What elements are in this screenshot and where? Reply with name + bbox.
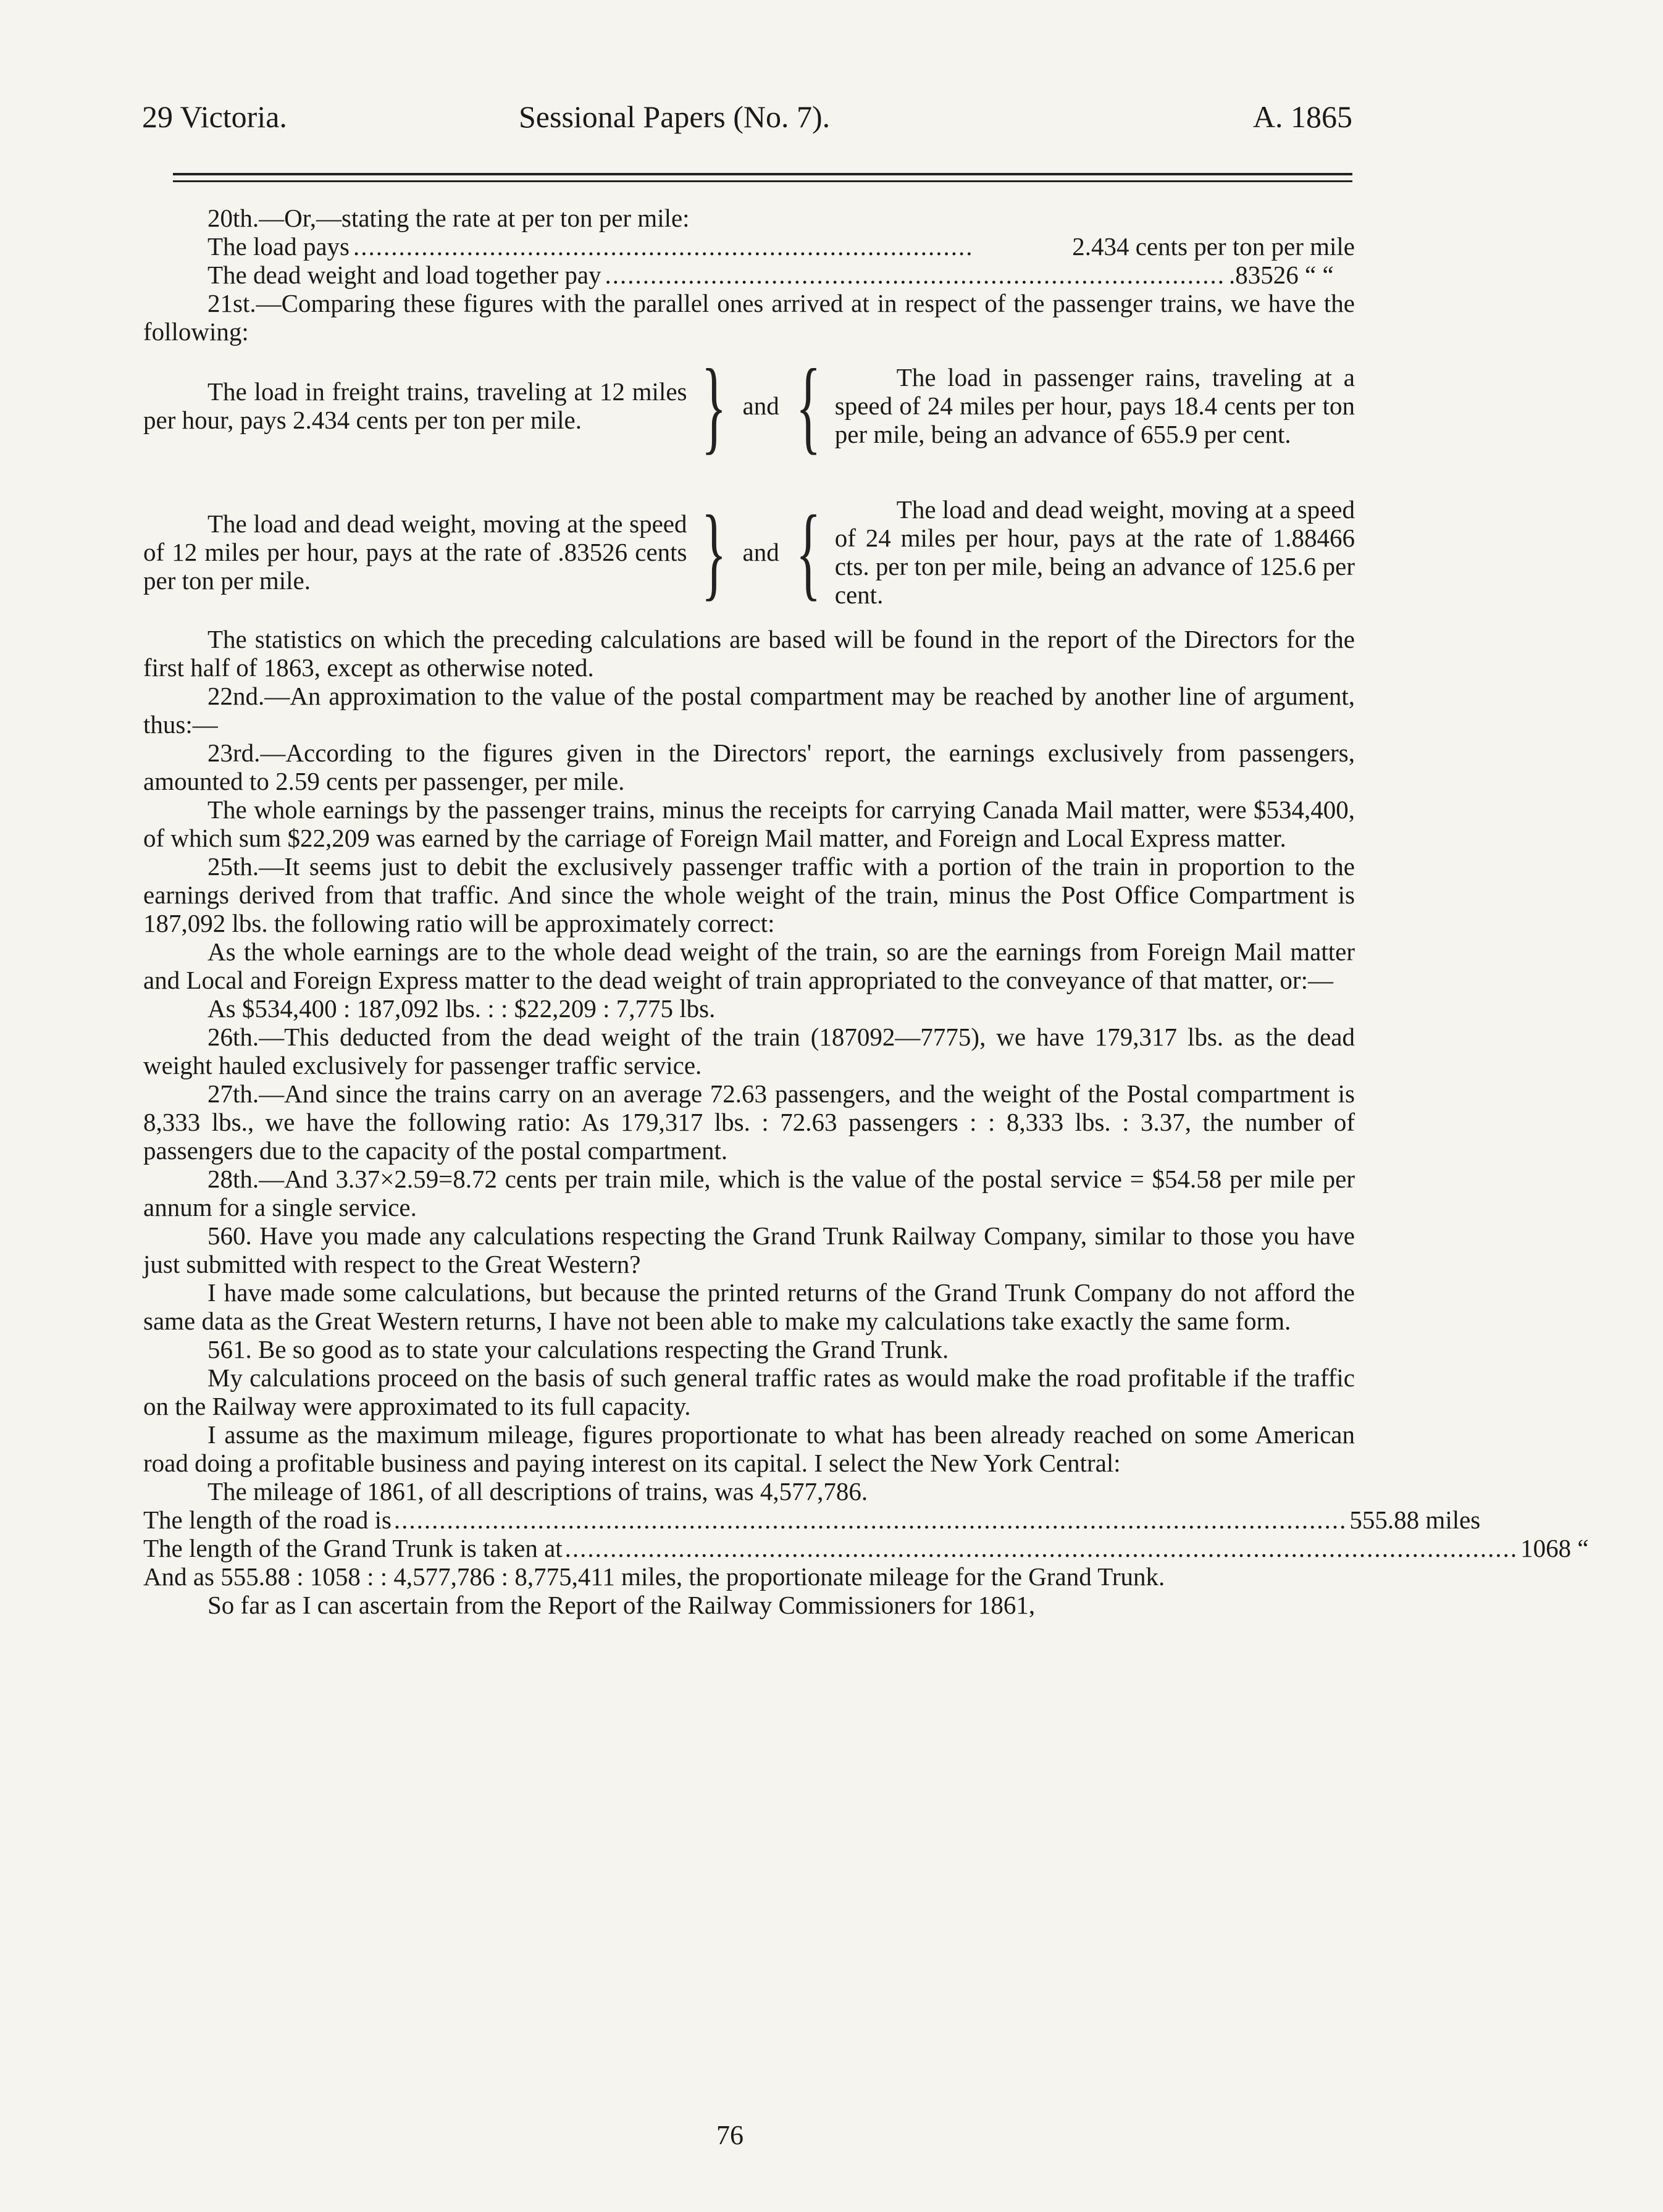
leader-line-dead-weight — [143, 261, 1355, 289]
paragraph-23rd: 23rd.—According to the figures given in the Directors' report, the earnings exclusively from passengers, amounted to 2.59 cents per passenger, per mile. — [143, 739, 1355, 795]
paragraph-20th: 20th.—Or,—stating the rate at per ton per mile: — [207, 204, 690, 232]
leader-dots: .............................................................................................................................. — [564, 1534, 1518, 1562]
paragraph-ratio-formula: As $534,400 : 187,092 lbs. : : $22,209 : 7,775 lbs. — [207, 994, 716, 1023]
leader-line-grand-trunk-length — [143, 1534, 1589, 1562]
comparison-1-and: and — [742, 392, 779, 420]
page-body — [143, 204, 1589, 1619]
paragraph-26th: 26th.—This deducted from the dead weight of the train (187092—7775), we have 179,317 lbs. as the dead weight hauled exclusively for passenger traffic service. — [143, 1023, 1355, 1079]
answer-561-part-2: I assume as the maximum mileage, figures proportionate to what has been already reached on some American road doing a profitable business and paying interest on its capital. I select the New York Central: — [143, 1420, 1355, 1477]
load-pays-value: 2.434 cents per ton per mile — [1072, 232, 1355, 261]
leader-dots: .............................................................................................................................. — [393, 1506, 1347, 1534]
paragraph-21st: 21st.—Comparing these figures with the parallel ones arrived at in respect of the passenger trains, we have the following: — [143, 289, 1355, 346]
leader-line-road-length — [143, 1506, 1481, 1534]
comparison-1-left: The load in freight trains, traveling at 12 miles per hour, pays 2.434 cents per ton per mile. — [143, 377, 687, 434]
comparison-block-1 — [143, 348, 1355, 464]
answer-561-part-1: My calculations proceed on the basis of such general traffic rates as would make the road profitable if the traffic on the Railway were approximated to its full capacity. — [143, 1364, 1355, 1420]
paragraph-22nd: 22nd.—An approximation to the value of the postal compartment may be reached by another line of argument, thus:— — [143, 682, 1355, 739]
comparison-block-2 — [143, 495, 1355, 609]
grand-trunk-length-label: The length of the Grand Trunk is taken at — [143, 1534, 563, 1562]
left-brace-icon: { — [795, 348, 821, 464]
paragraph-28th: 28th.—And 3.37×2.59=8.72 cents per train mile, which is the value of the postal service = $54.58 per mile per annum for a single service. — [143, 1165, 1355, 1221]
header-rule-top — [173, 173, 1352, 175]
dead-weight-label: The dead weight and load together pay — [207, 261, 601, 289]
header-session: 29 Victoria. — [142, 99, 287, 134]
road-length-value: 555.88 miles — [1349, 1506, 1481, 1534]
paragraph-25th: 25th.—It seems just to debit the exclusively passenger traffic with a portion of the train in proportion to the earnings derived from that traffic. And since the whole weight of the train, minus the Post Office Compartment is 187,092 lbs. the following ratio will be approximately correct: — [143, 852, 1355, 937]
paragraph-ratio-statement: As the whole earnings are to the whole dead weight of the train, so are the earnings from Foreign Mail matter and Local and Foreign Express matter to the dead weight of train appropriated to the conveyance of that matter, or:— — [143, 937, 1355, 994]
header-rule-bottom — [173, 180, 1352, 182]
paragraph-statistics: The statistics on which the preceding calculations are based will be found in the report of the Directors for the first half of 1863, except as otherwise noted. — [143, 625, 1355, 682]
question-560: 560. Have you made any calculations respecting the Grand Trunk Railway Company, similar to those you have just submitted with respect to the Great Western? — [143, 1221, 1355, 1278]
page-number: 76 — [716, 2120, 744, 2150]
paragraph-railway-commissioners: So far as I can ascertain from the Report of the Railway Commissioners for 1861, — [207, 1591, 1036, 1619]
header-year: A. 1865 — [1252, 99, 1352, 134]
answer-560: I have made some calculations, but because the printed returns of the Grand Trunk Company do not afford the same data as the Great Western returns, I have not been able to make my calculations take exactly the same form. — [143, 1278, 1355, 1335]
grand-trunk-length-value: 1068 “ — [1520, 1534, 1589, 1562]
leader-dots: .................................................................................. — [353, 232, 974, 261]
question-561: 561. Be so good as to state your calculations respecting the Grand Trunk. — [207, 1335, 949, 1364]
left-brace-icon: { — [795, 494, 821, 610]
paragraph-whole-earnings: The whole earnings by the passenger trains, minus the receipts for carrying Canada Mail matter, were $534,400, of which sum $22,209 was earned by the carriage of Foreign Mail matter, and Foreign and Local Express matter. — [143, 795, 1355, 852]
comparison-1-right: The load in passenger rains, traveling at a speed of 24 miles per hour, pays 18.4 cents per ton per mile, being an advance of 655.9 per cent. — [834, 363, 1355, 448]
load-pays-label: The load pays — [207, 232, 350, 261]
right-brace-icon: } — [701, 348, 726, 464]
dead-weight-value: .83526 “ “ — [1229, 261, 1334, 289]
paragraph-proportionate-mileage: And as 555.88 : 1058 : : 4,577,786 : 8,775,411 miles, the proportionate mileage for the Grand Trunk. — [143, 1562, 1165, 1591]
paragraph-mileage: The mileage of 1861, of all descriptions of trains, was 4,577,786. — [207, 1477, 868, 1506]
right-brace-icon: } — [701, 494, 726, 610]
header-title: Sessional Papers (No. 7). — [519, 99, 831, 134]
page-header — [142, 99, 1352, 142]
road-length-label: The length of the road is — [143, 1506, 392, 1534]
comparison-2-and: and — [742, 538, 779, 566]
leader-line-load-pays — [143, 232, 1355, 261]
comparison-2-right: The load and dead weight, moving at a speed of 24 miles per hour, pays at the rate of 1.88466 cts. per ton per mile, being an advance of 125.6 per cent. — [834, 495, 1355, 609]
leader-dots: .................................................................................. — [605, 261, 1226, 289]
paragraph-27th: 27th.—And since the trains carry on an average 72.63 passengers, and the weight of the Postal compartment is 8,333 lbs., we have the following ratio: As 179,317 lbs. : 72.63 passengers : : 8,333 lbs. : 3.37, the number of passengers due to the capacity of the postal compartment. — [143, 1079, 1355, 1165]
comparison-2-left: The load and dead weight, moving at the speed of 12 miles per hour, pays at the rate of .83526 cents per ton per mile. — [143, 509, 687, 595]
